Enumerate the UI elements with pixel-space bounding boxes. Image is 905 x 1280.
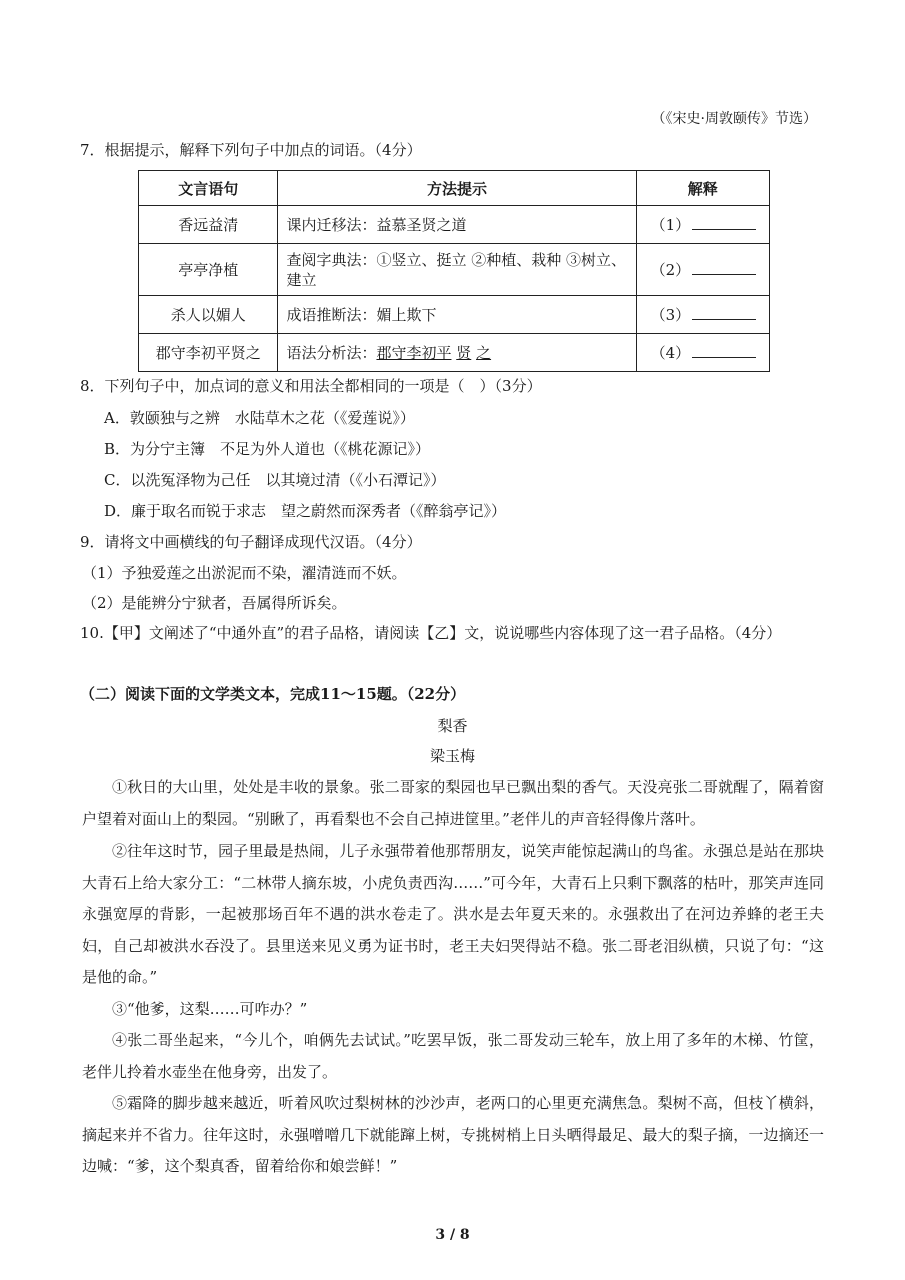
answer-label: （3）: [650, 306, 691, 324]
table-row: [139, 206, 770, 244]
answer-blank[interactable]: [692, 343, 756, 358]
row-sentence: 香远益清: [139, 206, 278, 244]
question-7-table: [138, 170, 770, 372]
answer-blank[interactable]: [692, 260, 756, 275]
answer-cell: [636, 206, 769, 244]
question-9-item-1: （1）予独爱莲之出淤泥而不染，濯清涟而不妖。: [82, 564, 407, 582]
row-sentence: 亭亭净植: [139, 244, 278, 296]
row-hint: [278, 334, 636, 372]
answer-blank[interactable]: [692, 215, 756, 230]
question-9-stem: 9．请将文中画横线的句子翻译成现代汉语。（4分）: [80, 533, 422, 551]
hint-underline-subject: 郡守李初平: [376, 344, 452, 362]
answer-label: （2）: [650, 261, 691, 279]
hint-underline-object: 之: [476, 344, 492, 362]
row-sentence: 郡守李初平贤之: [139, 334, 278, 372]
question-7-stem: 7．根据提示，解释下列句子中加点的词语。（4分）: [80, 141, 422, 159]
question-8-stem: 8．下列句子中，加点词的意义和用法全都相同的一项是（ ）（3分）: [80, 377, 542, 395]
hint-underline-verb: 贤: [456, 344, 472, 362]
question-9-item-2: （2）是能辨分宁狱者，吾属得所诉矣。: [82, 594, 347, 612]
table-row: [139, 334, 770, 372]
option-c[interactable]: C．以洗冤泽物为己任 以其境过清（《小石潭记》）: [104, 471, 446, 489]
question-10-stem: 10.【甲】文阐述了“中通外直”的君子品格，请阅读【乙】文，说说哪些内容体现了这一君子品格。（4分）: [80, 624, 782, 642]
article-paragraph-5: ⑤霜降的脚步越来越近，听着风吹过梨树林的沙沙声，老两口的心里更充满焦急。梨树不高，但枝丫横斜，摘起来并不省力。往年这时，永强噌噌几下就能蹿上树，专挑树梢上日头晒得最足、最大的梨子摘，一边摘还一边喊：“爹，这个梨真香，留着给你和娘尝鲜！”: [82, 1094, 824, 1175]
article-paragraph-3: ③“他爹，这梨……可咋办？”: [112, 1000, 308, 1018]
answer-cell: [636, 244, 769, 296]
hint-prefix: 语法分析法：: [286, 344, 377, 362]
table-row: [139, 244, 770, 296]
option-b[interactable]: B．为分宁主簿 不足为外人道也（《桃花源记》）: [104, 440, 431, 458]
answer-blank[interactable]: [692, 305, 756, 320]
answer-cell: [636, 296, 769, 334]
header-sentence: 文言语句: [139, 171, 278, 206]
article-title: 梨香: [437, 717, 468, 735]
table-header-row: [139, 171, 770, 206]
row-hint: 查阅字典法：①竖立、挺立 ②种植、栽种 ③树立、建立: [278, 244, 636, 296]
header-answer: 解释: [636, 171, 769, 206]
row-hint: 成语推断法：媚上欺下: [278, 296, 636, 334]
answer-label: （1）: [650, 216, 691, 234]
row-sentence: 杀人以媚人: [139, 296, 278, 334]
article-author: 梁玉梅: [429, 747, 475, 765]
page-number: 3 / 8: [435, 1227, 470, 1243]
answer-cell: [636, 334, 769, 372]
section-heading: （二）阅读下面的文学类文本，完成11～15题。（22分）: [80, 685, 466, 703]
source-citation: （《宋史·周敦颐传》节选）: [651, 111, 817, 127]
article-paragraph-1: ①秋日的大山里，处处是丰收的景象。张二哥家的梨园也早已飘出梨的香气。天没亮张二哥就醒了，隔着窗户望着对面山上的梨园。“别瞅了，再看梨也不会自己掉进筐里。”老伴儿的声音轻得像片落叶。: [82, 778, 824, 828]
option-a[interactable]: A．敦颐独与之辨 水陆草木之花（《爱莲说》）: [104, 409, 415, 427]
option-d[interactable]: D．廉于取名而锐于求志 望之蔚然而深秀者（《醉翁亭记》）: [104, 502, 507, 520]
table-row: [139, 296, 770, 334]
answer-label: （4）: [650, 344, 691, 362]
article-paragraph-4: ④张二哥坐起来，“今儿个，咱俩先去试试。”吃罢早饭，张二哥发动三轮车，放上用了多年的木梯、竹筐，老伴儿拎着水壶坐在他身旁，出发了。: [82, 1031, 824, 1081]
header-hint: 方法提示: [278, 171, 636, 206]
row-hint: 课内迁移法：益慕圣贤之道: [278, 206, 636, 244]
article-paragraph-2: ②往年这时节，园子里最是热闹，儿子永强带着他那帮朋友，说笑声能惊起满山的鸟雀。永强总是站在那块大青石上给大家分工：“二林带人摘东坡，小虎负责西沟……”可今年，大青石上只剩下飘落的枯叶，那笑声连同永强宽厚的背影，一起被那场百年不遇的洪水卷走了。洪水是去年夏天来的。永强救出了在河边养蜂的老王夫妇，自己却被洪水吞没了。县里送来见义勇为证书时，老王夫妇哭得站不稳。张二哥老泪纵横，只说了句：“这是他的命。”: [82, 842, 824, 986]
